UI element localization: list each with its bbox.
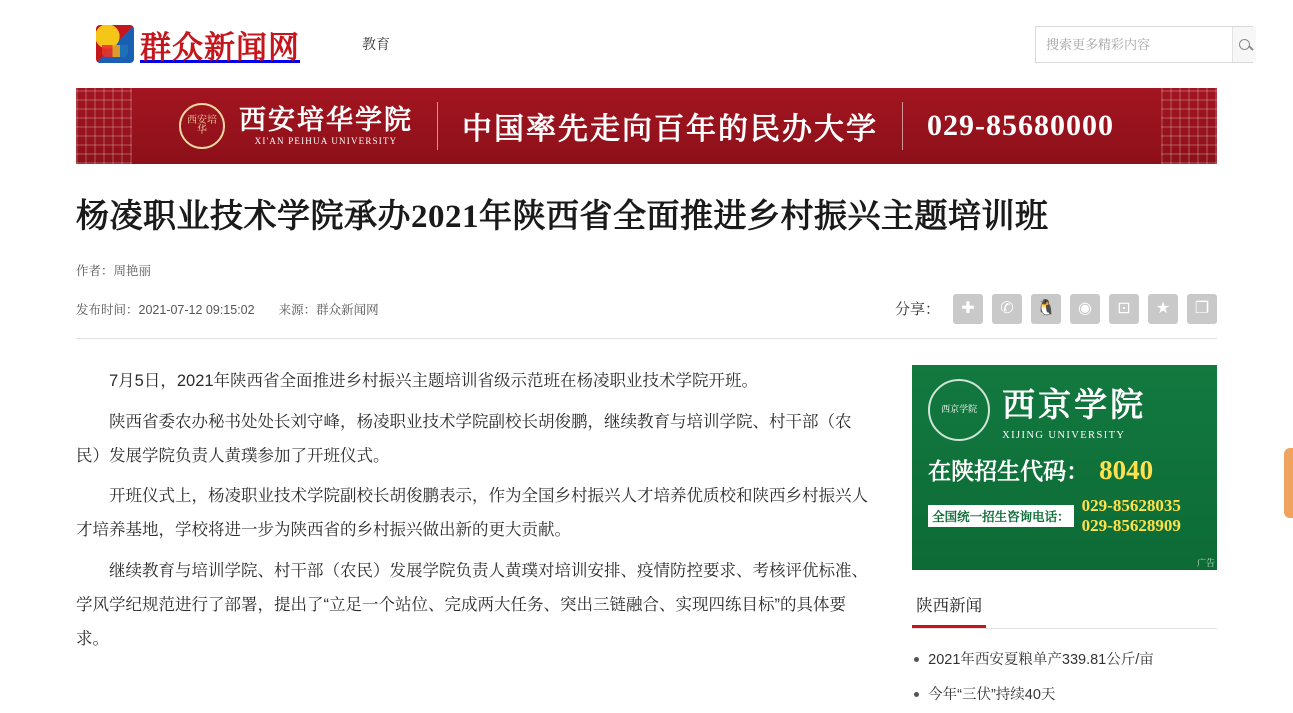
ad-university-name (239, 106, 413, 147)
article-paragraph: 陕西省委农办秘书处处长刘守峰，杨凌职业技术学院副校长胡俊鹏，继续教育与培训学院、村干部（农民）发展学院负责人黄璞参加了开班仪式。 (76, 412, 852, 465)
scroll-edge-widget[interactable] (1284, 448, 1293, 518)
ad-pattern-left-icon (76, 88, 132, 164)
ad-divider-1 (437, 102, 438, 150)
sidebar-ad-tel-label: 全国统一招生咨询电话： (928, 505, 1074, 527)
list-item-label: 2021年西安夏粮单产339.81公斤/亩 (928, 651, 1154, 668)
ad-divider-2 (902, 102, 903, 150)
peihua-seal-icon: 西安培华 (179, 103, 225, 149)
nav-item-education[interactable]: 教育 (362, 36, 390, 52)
article-meta-left (76, 300, 379, 318)
article-author: 作者：周艳丽 (76, 263, 152, 278)
sidebar-ad-header (928, 379, 1201, 441)
search-button[interactable] (1232, 27, 1256, 62)
share-douban-icon[interactable]: ⊡ (1109, 294, 1139, 324)
tab-shaanxi-news[interactable]: 陕西新闻 (912, 592, 986, 628)
ad-university-name-en: XI'AN PEIHUA UNIVERSITY (254, 135, 398, 146)
share-label: 分享： (894, 301, 940, 319)
sidebar-ad-tel-1: 029-85628035 (1081, 495, 1181, 515)
article-meta-row (76, 294, 1217, 338)
ad-phone-number: 029-85680000 (927, 109, 1114, 142)
list-item[interactable] (912, 678, 1217, 713)
top-ad-banner[interactable] (76, 88, 1217, 164)
article-paragraph: 开班仪式上，杨凌职业技术学院副校长胡俊鹏表示，作为全国乡村振兴人才培养优质校和陕西乡村振兴人才培养基地，学校将进一步为陕西省的乡村振兴做出新的更大贡献。 (76, 487, 868, 540)
article-paragraph: 7月5日，2021年陕西省全面推进乡村振兴主题培训省级示范班在杨凌职业技术学院开班。 (109, 371, 759, 390)
ad-university-name-cn: 西安培华学院 (239, 104, 413, 135)
sidebar-ad-code-row (928, 453, 1201, 486)
ad-banner-content (132, 88, 1161, 164)
site-header (0, 0, 1293, 88)
sidebar-news-list (912, 629, 1217, 713)
sidebar-ad-code-value: 8040 (1099, 454, 1154, 485)
sidebar-ad-code-label: 在陕招生代码： (928, 458, 1090, 484)
site-logo[interactable] (96, 22, 300, 67)
search-input[interactable] (1036, 27, 1232, 62)
share-wechat-icon[interactable]: ✆ (992, 294, 1022, 324)
sidebar-section-head (912, 592, 1217, 629)
sidebar-ad-tel-row (928, 496, 1201, 537)
article-paragraph: 继续教育与培训学院、村干部（农民）发展学院负责人黄璞对培训安排、疫情防控要求、考核评优标准、学风学纪规范进行了部署，提出了“立足一个站位、完成两大任务、突出三链融合、实现四练目标”的具体要求。 (76, 561, 868, 648)
sidebar-ad-university-en: XIJING UNIVERSITY (1002, 429, 1126, 441)
sidebar (912, 365, 1217, 713)
search-box (1035, 26, 1253, 63)
sidebar-ad-university (1002, 379, 1146, 441)
list-item[interactable] (912, 643, 1217, 678)
content-row (76, 339, 1217, 713)
share-more-icon[interactable]: ✚ (953, 294, 983, 324)
site-logo-text: 群众新闻网 (140, 29, 300, 65)
xijing-seal-icon: 西京学院 (928, 379, 990, 441)
sidebar-ad-tag: 广告 (1196, 557, 1215, 568)
article-body (76, 365, 876, 713)
share-copy-link-icon[interactable]: ❐ (1187, 294, 1217, 324)
share-bar (895, 294, 1217, 324)
share-qq-icon[interactable]: 🐧 (1031, 294, 1061, 324)
search-icon (1239, 39, 1250, 50)
list-item-label: 今年“三伏”持续40天 (928, 687, 1056, 704)
page-title: 杨凌职业技术学院承办2021年陕西省全面推进乡村振兴主题培训班 (76, 199, 1049, 235)
article-publish-time: 发布时间：2021-07-12 09:15:02 (76, 302, 255, 317)
sidebar-ad-tel-2: 029-85628909 (1081, 516, 1181, 536)
share-weibo-icon[interactable]: ◉ (1070, 294, 1100, 324)
sidebar-ad-university-cn: 西京学院 (1002, 387, 1147, 424)
ad-slogan: 中国率先走向百年的民办大学 (462, 113, 878, 146)
sidebar-ad-xijing[interactable] (912, 365, 1217, 570)
masses-news-logo-icon (96, 25, 134, 63)
sidebar-ad-tel-numbers (1082, 496, 1181, 537)
ad-pattern-right-icon (1161, 88, 1217, 164)
page-wrap (0, 196, 1293, 713)
article-source: 来源：群众新闻网 (278, 302, 379, 317)
share-favorite-icon[interactable]: ★ (1148, 294, 1178, 324)
